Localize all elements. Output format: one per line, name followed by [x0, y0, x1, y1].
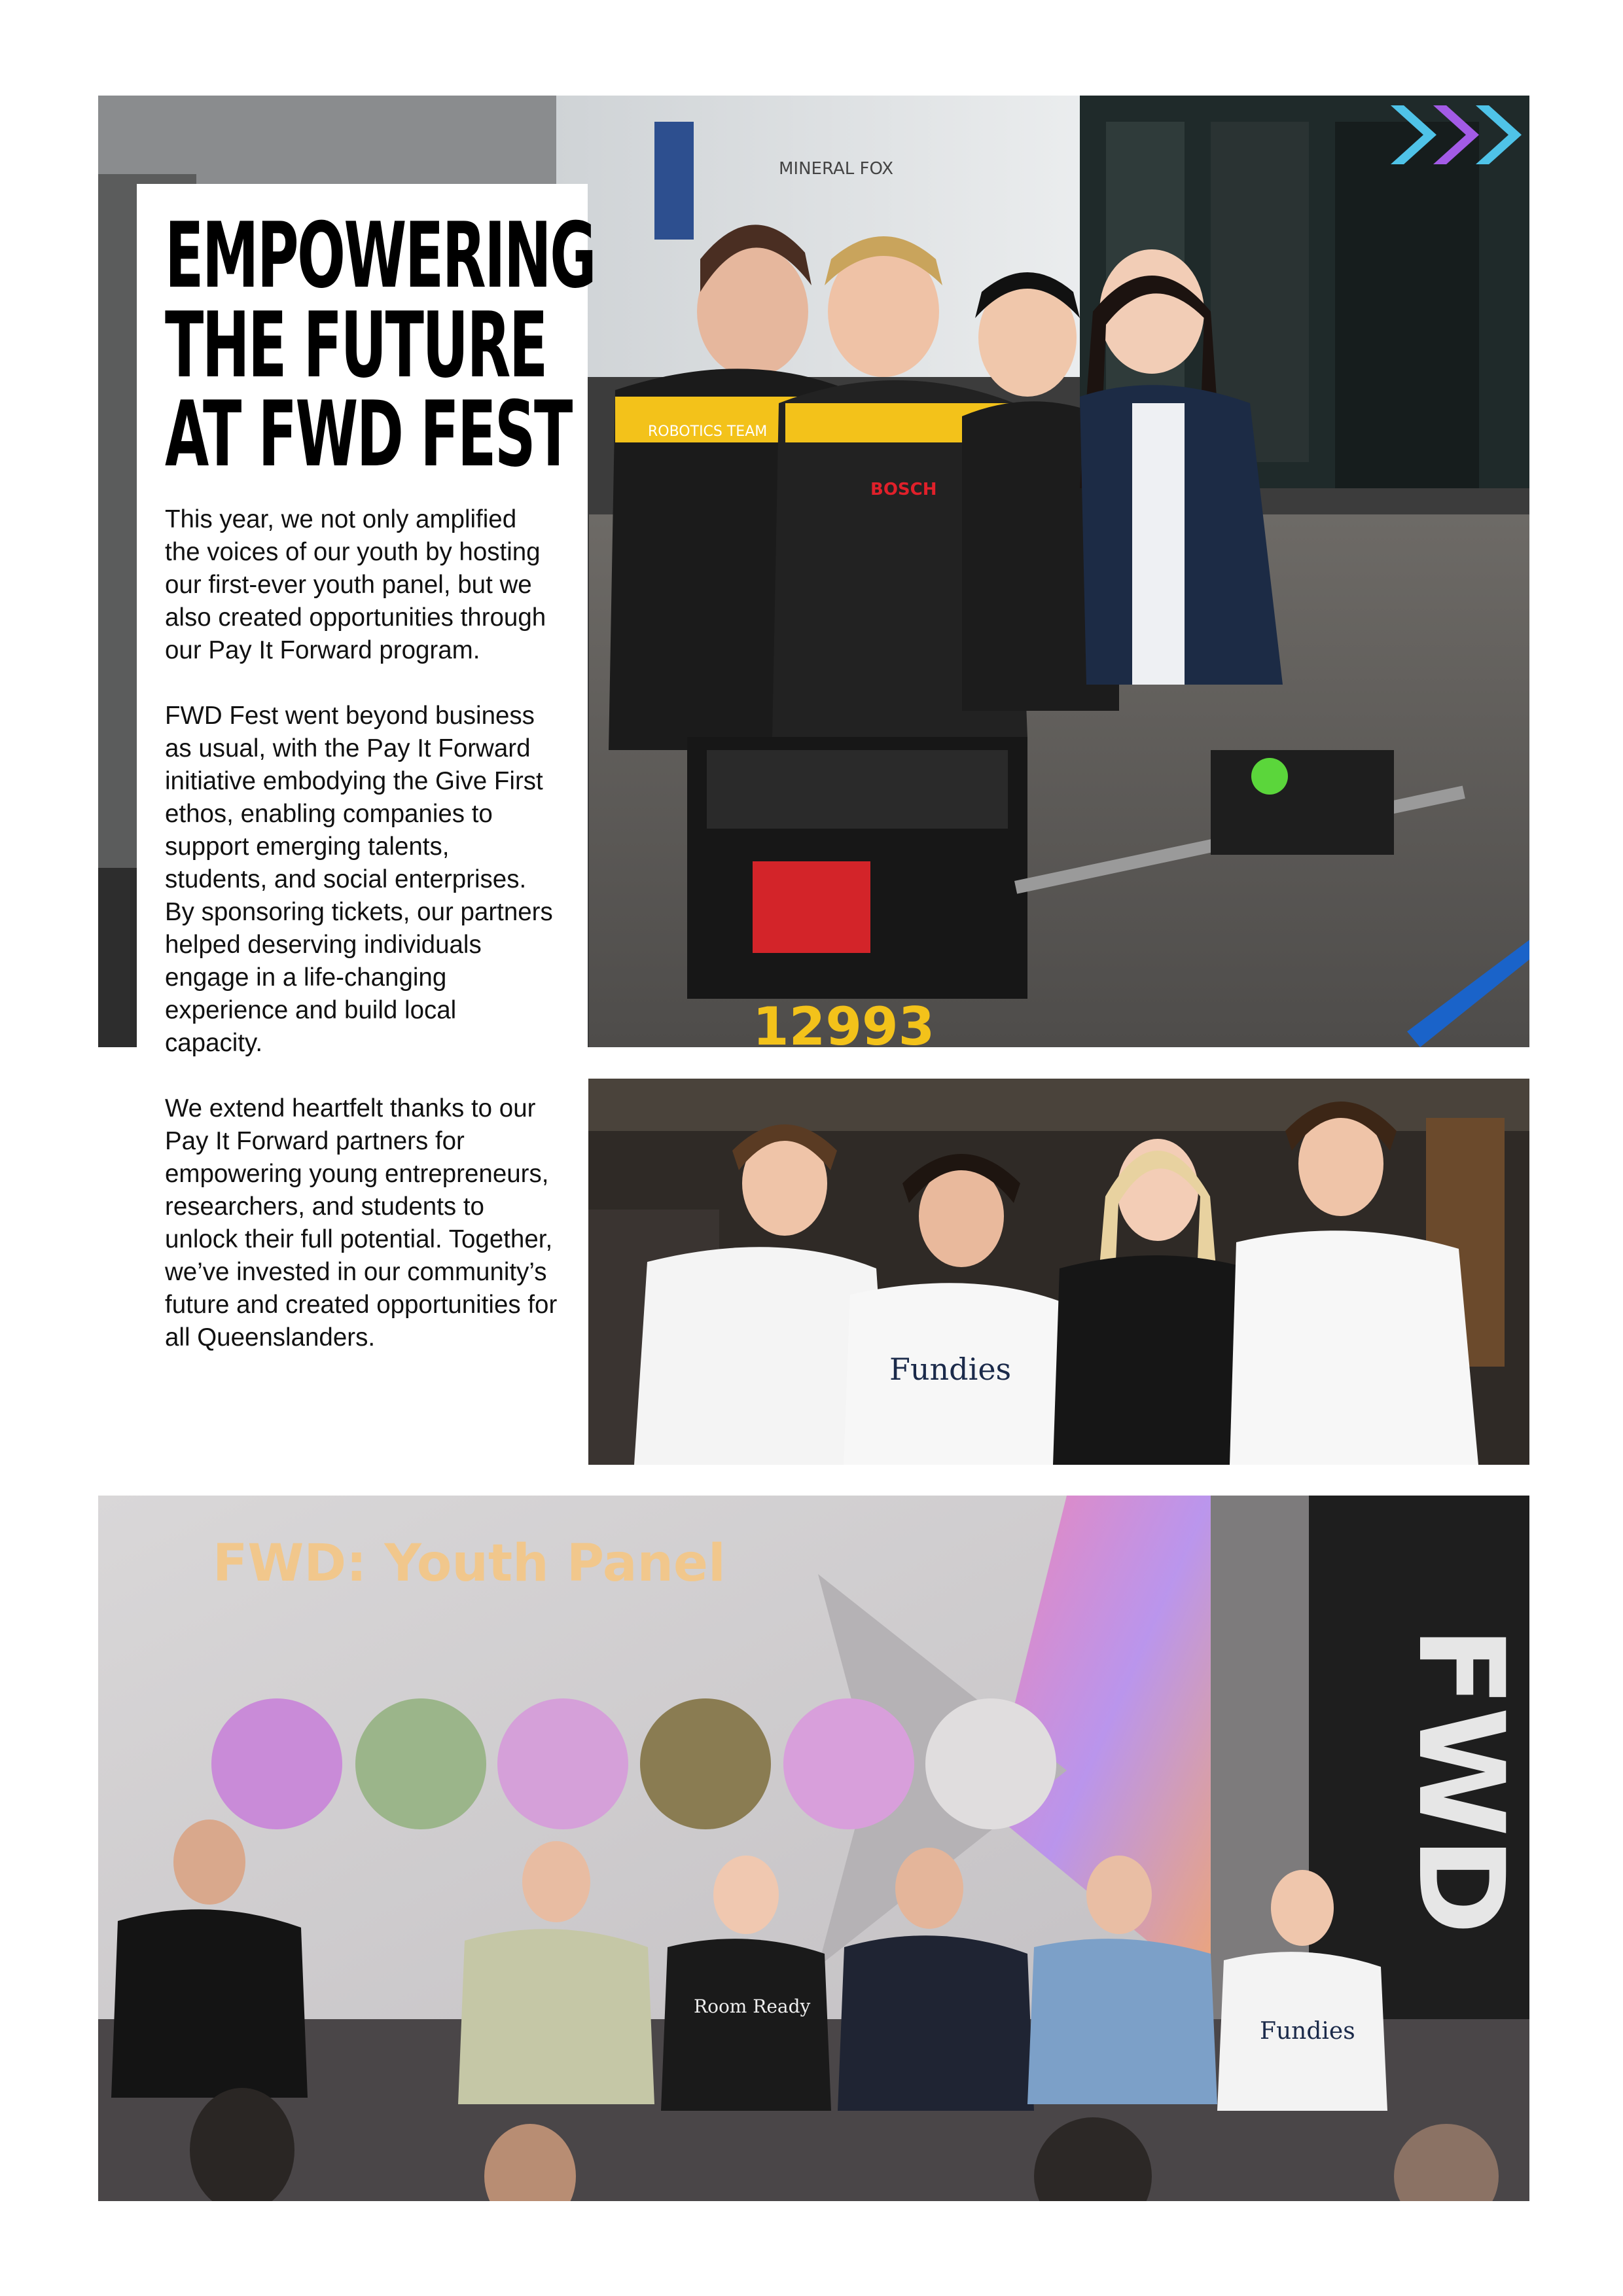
banner-text: FWD: [1392, 1626, 1529, 1935]
shirt-text: ROBOTICS TEAM: [648, 423, 768, 440]
paragraph: FWD Fest went beyond business as usual, with the Pay It Forward initiative embodying the Give First ethos, enabling companies to support emerging talents, students, and social enterprises. By sponsoring tickets, our partners helped deserving individuals engage in a life-changing experience and build local capacity.: [165, 702, 553, 1057]
sponsor-text: BOSCH: [870, 480, 937, 499]
youth-panel-photo: [98, 1496, 1529, 2201]
paragraph: We extend heartfelt thanks to our Pay It Forward partners for empowering young entrepreneurs, researchers, and students to unlock their full potential. Together, we’ve invested in our community’s future and created opportunities for all Queenslanders.: [165, 1094, 558, 1352]
paragraph: This year, we not only amplified the voices of our youth by hosting our first-ever youth panel, but we also created opportunities through our Pay It Forward program.: [165, 505, 546, 664]
headline: [165, 203, 596, 488]
headline-line-2: THE FUTURE: [165, 292, 546, 398]
headline-line-3: AT FWD FEST: [165, 382, 571, 488]
tshirt-text: Room Ready: [694, 1996, 811, 2017]
shirt-brand: Fundies: [889, 1352, 1012, 1387]
robot-number: 12993: [753, 996, 935, 1047]
article-panel: [137, 184, 596, 1467]
headline-line-1: EMPOWERING: [165, 203, 596, 308]
sign-text: MINERAL FOX: [779, 159, 894, 179]
article-body: [165, 503, 558, 1387]
tshirt-brand: Fundies: [1260, 2018, 1355, 2045]
screen-title: FWD: Youth Panel: [213, 1534, 726, 1593]
students-fundies-photo: [588, 1079, 1529, 1465]
